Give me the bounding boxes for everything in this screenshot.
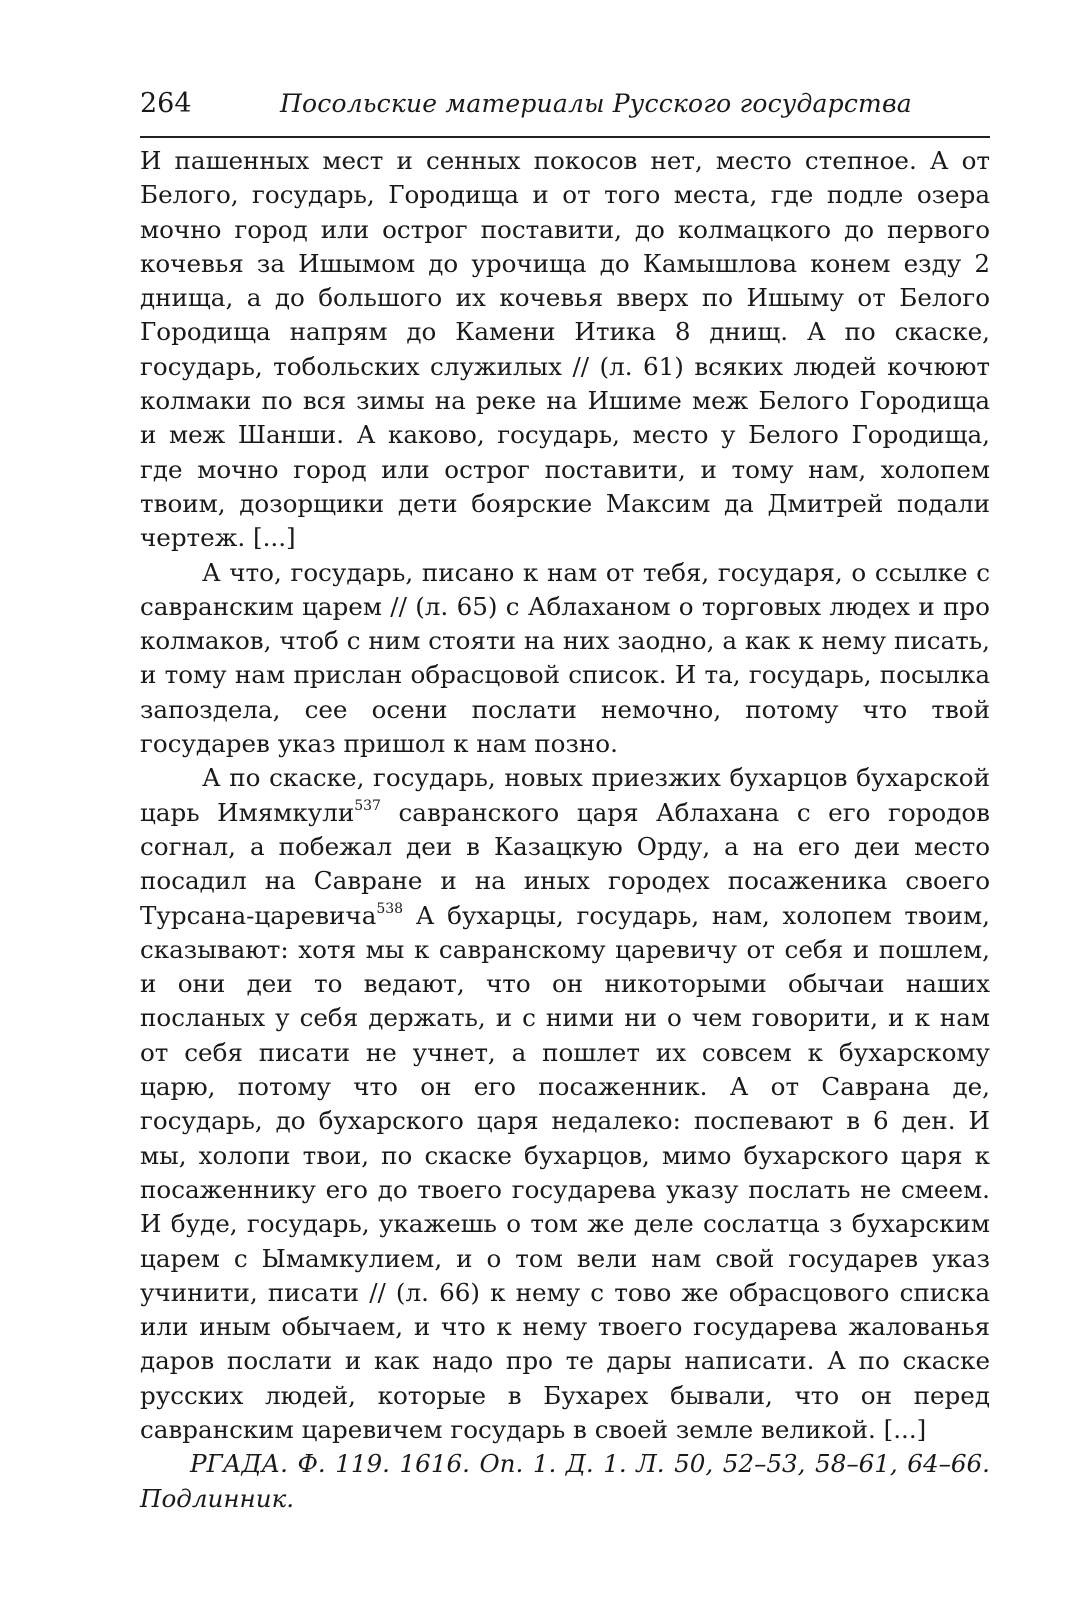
archival-source-reference: РГАДА. Ф. 119. 1616. Оп. 1. Д. 1. Л. 50, 52–53, 58–61, 64–66. Подлинник. [140, 1449, 990, 1513]
body-text [140, 144, 990, 1516]
page-header [140, 88, 990, 138]
footnote-ref-538[interactable]: 538 [376, 900, 404, 917]
paragraph-2: А что, государь, писано к нам от тебя, государя, о ссылке с савранским царем // (л. 65) с Аблаханом о торговых людех и про колмаков, чтоб с ним стояти на них заодно, а как к нему писать, и тому нам прислан обрасцовой список. И та, государь, посылка запоздела, сее осени послати немочно, потому что твой государев указ пришол к нам позно. [140, 557, 990, 759]
paragraph-1: И пашенных мест и сенных покосов нет, место степное. А от Белого, государь, Городища и от того места, где подле озера мочно город или острог поставити, до колмацкого до первого кочевья за Ишымом до урочища до Камышлова конем езду 2 днища, а до большого их кочевья вверх по Ишыму от Белого Городища напрям до Камени Итика 8 днищ. А по скаске, государь, тобольских служилых // (л. 61) всяких людей кочюют колмаки по вся зимы на реке на Ишиме меж Белого Городища и меж Шанши. А каково, государь, место у Белого Городища, где мочно город или острог поставити, и тому нам, холопем твоим, дозорщики дети боярские Максим да Дмитрей подали чертеж. [...] [140, 146, 990, 553]
paragraph-3-part-2: савранского царя Аблахана с его городов согнал, а побежал деи в Казацкую Орду, а на его деи место посадил на Савране и на иных городех посаженика своего Турсана-царевича [140, 797, 990, 930]
running-title: Посольские материалы Русского государства [280, 89, 912, 118]
footnote-ref-537[interactable]: 537 [354, 797, 381, 814]
page-number: 264 [140, 88, 192, 119]
book-page [140, 88, 990, 1516]
paragraph-3-part-3: А бухарцы, государь, нам, холопем твоим, сказывают: хотя мы к савранскому царевичу от себя и пошлем, и они деи то ведают, что он никоторыми обычаи наших посланых у себя держать, и с ними ни о чем говорити, и к нам от себя писати не учнет, а пошлет их совсем к бухарскому царю, потому что он его посаженник. А от Саврана де, государь, до бухарского царя недалеко: поспевают в 6 ден. И мы, холопи твои, по скаске бухарцов, мимо бухарского царя к посаженнику его до твоего государева указу послать не смеем. И буде, государь, укажешь о том же деле сослатца з бухарским царем с Ымамкулием, и о том вели нам свой государев указ учинити, писати // (л. 66) к нему с тово же обрасцового списка или иным обычаем, и что к нему твоего государева жалованья даров послати и как надо про те дары написати. А по скаске русских людей, которые в Бухарех бывали, что он перед савранским царевичем государь в своей земле великой. [...] [140, 900, 990, 1444]
paragraph-3 [140, 761, 990, 1447]
paragraph-3-part-1: А по скаске, государь, новых приезжих бухарцов бухарской царь Имямкули [140, 763, 990, 827]
